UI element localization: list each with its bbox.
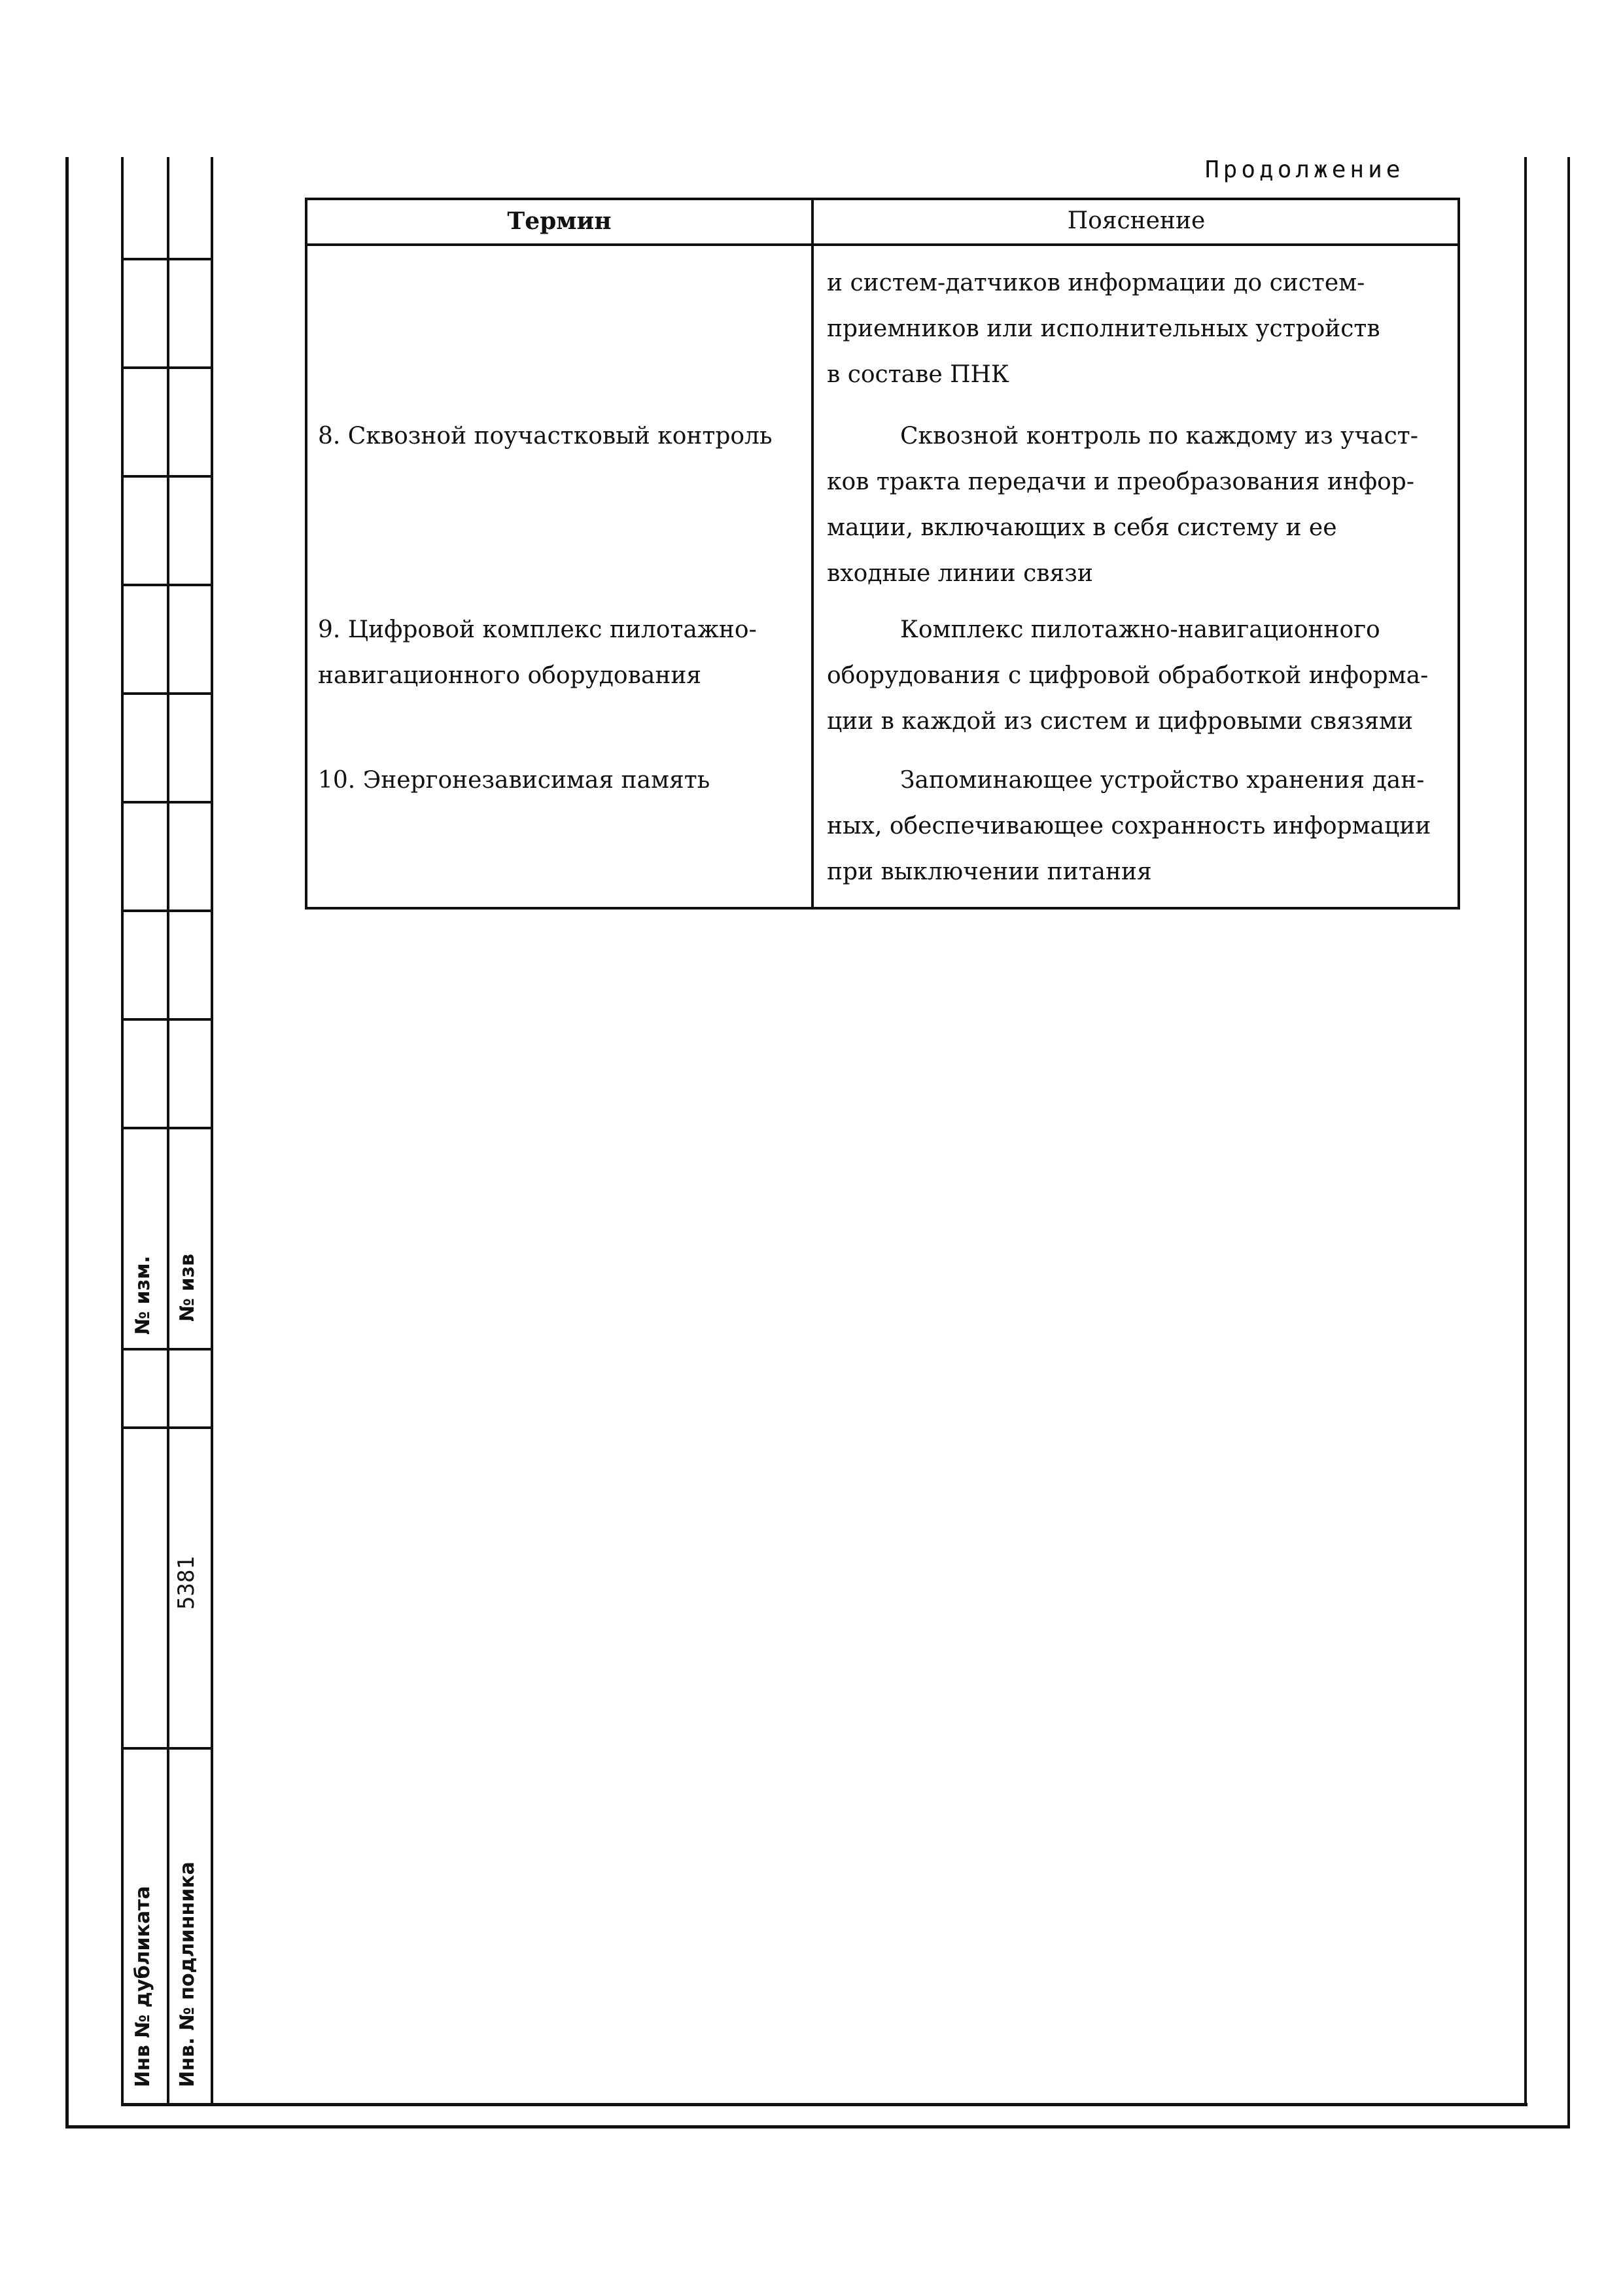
stamp-row-line — [121, 1018, 213, 1021]
duplicate-inventory-label: Инв № дубликата — [131, 1886, 154, 2087]
row-explanation: Сквозной контроль по каждому из участ- ков тракта передачи и преобразования инфор- мации, включающих в себя систему и ее входные линии связи — [827, 423, 1418, 587]
row-explanation: Запоминающее устройство хранения дан- ных, обеспечивающее сохранность информации при выключении питания — [827, 767, 1431, 885]
stamp-row-line — [121, 1747, 213, 1750]
stamp-col-line-3 — [211, 157, 213, 2106]
stamp-row-line — [121, 258, 213, 260]
stamp-row-line — [121, 1127, 213, 1129]
header-term: Термин — [507, 207, 612, 235]
row-term: 10. Энергонезависимая память — [318, 767, 710, 794]
row-term: 8. Сквозной поучастковый контроль — [318, 423, 773, 450]
stamp-col-line-1 — [121, 157, 124, 2106]
frame-bottom-outer — [65, 2125, 1570, 2128]
original-inventory-number: 5381 — [173, 1556, 200, 1610]
stamp-row-line — [121, 475, 213, 478]
stamp-row-line — [121, 801, 213, 804]
header-explanation: Пояснение — [1067, 207, 1206, 234]
continuation-label: Продолжение — [1205, 156, 1405, 183]
frame-left-outer — [65, 157, 69, 2127]
table-header-divider — [307, 243, 1459, 246]
table-column-divider — [811, 200, 814, 907]
stamp-row-line — [121, 584, 213, 586]
row-term: 9. Цифровой комплекс пилотажно- навигационного оборудования — [318, 616, 757, 689]
frame-right-outer — [1567, 157, 1570, 2127]
stamp-row-line — [121, 1348, 213, 1351]
row-explanation: и систем-датчиков информации до систем- приемников или исполнительных устройств в составе ПНК — [827, 270, 1380, 388]
row-explanation: Комплекс пилотажно-навигационного оборудования с цифровой обработкой информа- ции в каждой из систем и цифровыми связями — [827, 616, 1429, 735]
change-number-label: № изм. — [131, 1256, 154, 1335]
stamp-row-line — [121, 910, 213, 912]
stamp-row-line — [121, 692, 213, 695]
frame-right-inner — [1524, 157, 1527, 2106]
stamp-row-line — [121, 1426, 213, 1429]
notice-number-label: № изв — [176, 1254, 199, 1322]
stamp-col-line-2 — [167, 157, 169, 2106]
stamp-row-line — [121, 366, 213, 369]
original-inventory-label: Инв. № подлинника — [176, 1862, 199, 2087]
terms-table — [305, 198, 1460, 910]
frame-bottom-inner — [121, 2103, 1527, 2106]
